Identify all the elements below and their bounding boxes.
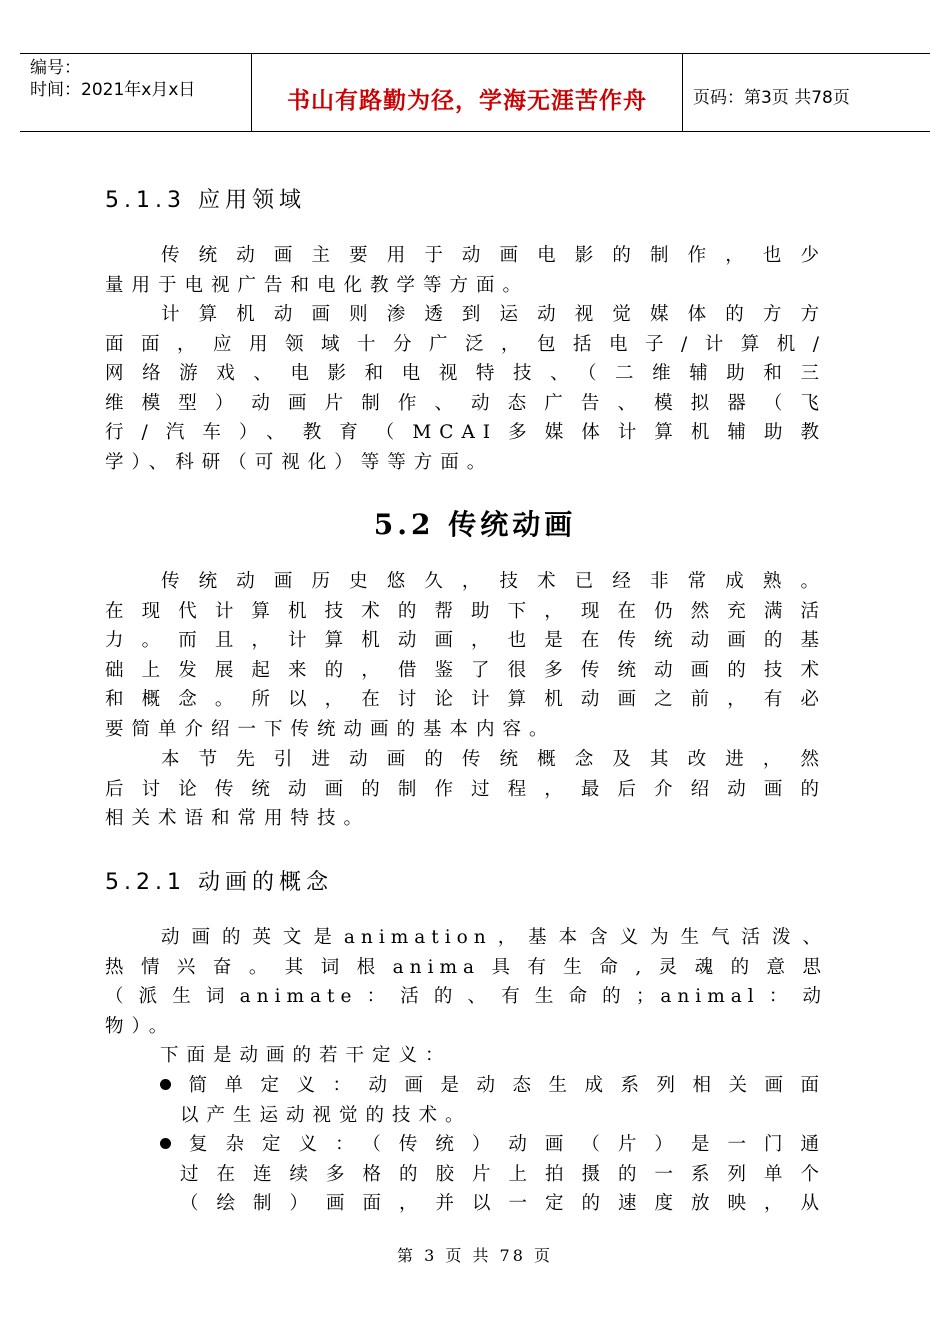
text-line: 力。而且，计算机动画，也是在传统动画的基 <box>105 630 827 652</box>
header-meta <box>30 57 250 101</box>
time-label: 时间：2021年x月x日 <box>30 80 196 100</box>
page-footer: 第 3 页 共 78 页 <box>397 1246 553 1265</box>
text-line: 在现代计算机技术的帮助下，现在仍然充满活 <box>105 600 827 622</box>
text-line: 面面，应用领域十分广泛，包括电子/计算机/ <box>105 333 827 355</box>
text-line: 热情兴奋。其词根anima具有生命,灵魂的意思 <box>105 956 827 978</box>
number-label: 编号： <box>30 58 81 78</box>
document-header <box>20 53 930 132</box>
definition-list <box>160 1071 827 1219</box>
list-item-complex-definition <box>160 1130 827 1160</box>
text-line: 学）、科研（可视化）等等方面。 <box>105 451 494 473</box>
text-line: 简单定义：动画是动态生成系列相关画面 <box>179 1075 827 1096</box>
paragraph-section-overview <box>105 745 827 834</box>
text-line: 础上发展起来的，借鉴了很多传统动画的技术 <box>105 659 827 681</box>
text-line: 和概念。所以，在讨论计算机动画之前，有必 <box>105 689 827 711</box>
section-title-5-1-3: 5.1.3 应用领域 <box>105 188 306 213</box>
section-title-5-2: 5.2 传统动画 <box>373 508 577 541</box>
text-line: 过在连续多格的胶片上拍摄的一系列单个 <box>180 1163 827 1185</box>
text-line: 要简单介绍一下传统动画的基本内容。 <box>105 718 556 740</box>
bullet-icon <box>160 1079 171 1090</box>
text-line: 行/汽车）、教育（MCAI多媒体计算机辅助教 <box>105 422 827 444</box>
text-line: 以产生运动视觉的技术。 <box>180 1104 472 1126</box>
text-line: 相关术语和常用特技。 <box>105 808 371 830</box>
text-line: 物）。 <box>105 1015 176 1037</box>
paragraph-definitions-intro <box>160 1041 580 1071</box>
paragraph-traditional-history <box>105 567 827 745</box>
text-line: 复杂定义：（传统）动画（片）是一门通 <box>179 1134 827 1156</box>
text-line: 量用于电视广告和电化教学等方面。 <box>105 274 530 296</box>
text-line: （派生词animate：活的、有生命的；animal：动 <box>105 986 827 1008</box>
header-page-info: 页码：第3页 共78页 <box>693 88 850 108</box>
text-line: 下面是动画的若干定义： <box>160 1045 452 1066</box>
text-line: 网络游戏、电影和电视特技、（二维辅助和三 <box>105 363 827 385</box>
text-line: 传统动画主要用于动画电影的制作，也少 <box>161 245 827 266</box>
text-line: （绘制）画面，并以一定的速度放映，从 <box>180 1193 827 1215</box>
text-line: 传统动画历史悠久，技术已经非常成熟。 <box>161 571 827 592</box>
text-line: 动画的英文是animation，基本含义为生气活泼、 <box>161 927 827 948</box>
paragraph-animation-etymology <box>105 923 827 1041</box>
section-title-5-2-1: 5.2.1 动画的概念 <box>105 870 333 895</box>
text-line: 维模型）动画片制作、动态广告、模拟器（飞 <box>105 392 827 414</box>
list-item-simple-definition <box>160 1071 827 1101</box>
text-line: 本节先引进动画的传统概念及其改进，然 <box>161 749 827 770</box>
paragraph-traditional-use <box>105 241 827 300</box>
header-divider <box>682 54 683 131</box>
header-motto: 书山有路勤为径，学海无涯苦作舟 <box>287 88 647 114</box>
paragraph-computer-animation-use <box>105 300 827 478</box>
text-line: 计算机动画则渗透到运动视觉媒体的方方 <box>161 304 827 325</box>
text-line: 后讨论传统动画的制作过程，最后介绍动画的 <box>105 778 827 800</box>
bullet-icon <box>160 1138 171 1149</box>
